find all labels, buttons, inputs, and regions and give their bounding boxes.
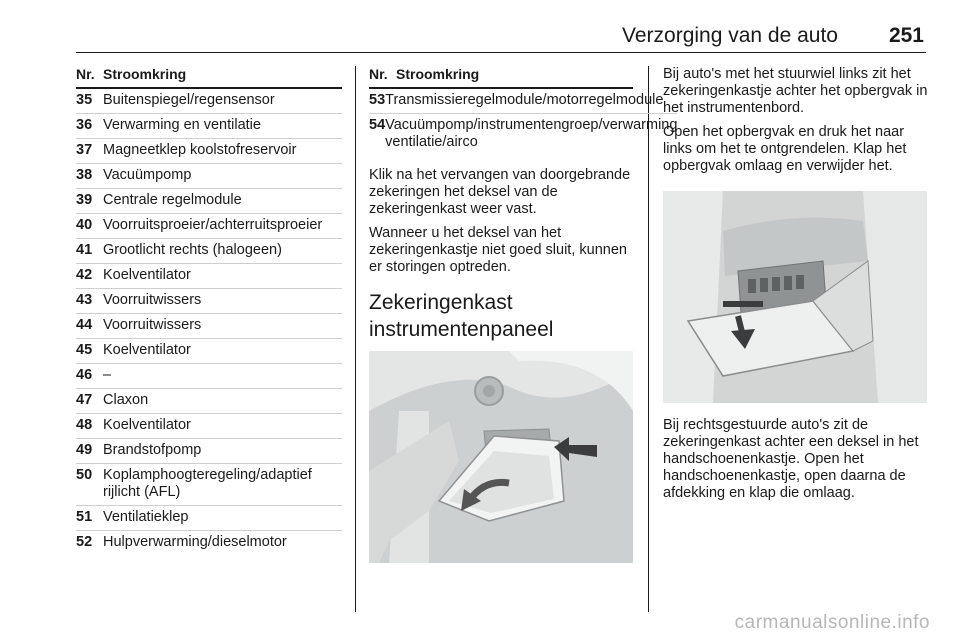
table-row [76, 414, 342, 439]
column-divider [355, 66, 356, 612]
section-title: Verzorging van de auto [622, 24, 838, 47]
fuse-circuit: Claxon [103, 389, 342, 414]
table-row [76, 364, 342, 389]
table-row [76, 264, 342, 289]
fuse-circuit: Buitenspiegel/regensensor [103, 89, 342, 114]
table-row [76, 531, 342, 556]
fuse-number: 38 [76, 164, 103, 189]
fuse-number: 50 [76, 464, 103, 506]
table-row [76, 439, 342, 464]
paragraph: Bij rechtsgestuurde auto's zit de zekeringenkast achter een deksel in het handschoenenkastje. Open het handschoenenkastje, open daarna de afdekking en klap die omlaag. [663, 417, 919, 501]
fuse-rows [76, 89, 342, 555]
fuse-circuit: – [103, 364, 342, 389]
fuse-number: 39 [76, 189, 103, 214]
glovebox-fusebox-illustration [663, 191, 927, 403]
table-row [76, 506, 342, 531]
table-row [369, 89, 677, 114]
fuse-circuit: Voorruitwissers [103, 314, 342, 339]
col-header-circuit: Stroomkring [396, 66, 480, 82]
fuse-number: 48 [76, 414, 103, 439]
fuse-circuit: Transmissieregelmodule/motorregelmodule [385, 89, 677, 114]
col-header-nr: Nr. [369, 66, 388, 82]
fuse-circuit: Voorruitsproeier/achterruitsproeier [103, 214, 342, 239]
table-row [76, 389, 342, 414]
fuse-circuit: Vacuümpomp/instrumentengroep/verwarming ventilatie/airco [385, 117, 678, 150]
fuse-number: 49 [76, 439, 103, 464]
fuse-number: 44 [76, 314, 103, 339]
fuse-circuit: Brandstofpomp [103, 439, 342, 464]
fuse-circuit: Koplamphoogteregeling/adaptief rijlicht (AFL) [103, 464, 342, 506]
table-row [76, 164, 342, 189]
fuse-circuit: Voorruitwissers [103, 289, 342, 314]
watermark: carmanualsonline.info [734, 612, 930, 633]
table-row [76, 464, 342, 506]
table-row [76, 214, 342, 239]
fuse-number: 53 [369, 89, 385, 114]
fuse-table-header [76, 66, 342, 89]
fuse-circuit: Grootlicht rechts (halogeen) [103, 239, 342, 264]
page-header [76, 24, 926, 53]
fuse-number: 52 [76, 534, 93, 550]
paragraph: Open het opbergvak en druk het naar links om het te ontgrendelen. Klap het opbergvak omlaag en verwijder het. [663, 124, 907, 174]
fuse-number: 47 [76, 389, 103, 414]
fuse-circuit: Vacuümpomp [103, 164, 342, 189]
table-row [76, 139, 342, 164]
fuse-circuit: Koelventilator [103, 264, 342, 289]
table-row [76, 114, 342, 139]
fuse-number: 36 [76, 114, 103, 139]
fuse-circuit: Hulpverwarming/dieselmotor [103, 534, 287, 550]
fuse-circuit: Koelventilator [103, 339, 342, 364]
column-middle [369, 66, 678, 563]
table-row [76, 339, 342, 364]
table-row [76, 289, 342, 314]
fuse-number: 46 [76, 364, 103, 389]
fuse-circuit: Centrale regelmodule [103, 189, 342, 214]
dashboard-fusebox-illustration [369, 351, 633, 563]
fuse-number: 40 [76, 214, 103, 239]
fuse-number: 35 [76, 89, 103, 114]
paragraph: Bij auto's met het stuurwiel links zit het zekeringenkastje achter het opbergvak in het instrumentenbord. [663, 66, 928, 116]
section-heading: Zekeringenkast instrumentenpaneel [369, 291, 554, 341]
fuse-number: 45 [76, 339, 103, 364]
table-row [369, 114, 677, 156]
page-number: 251 [888, 24, 924, 47]
col-header-circuit: Stroomkring [103, 66, 187, 82]
table-row [76, 314, 342, 339]
fuse-circuit: Verwarming en ventilatie [103, 114, 342, 139]
paragraph: Klik na het vervangen van doorgebrande zekeringen het deksel van de zekeringenkast weer vast. [369, 167, 631, 217]
table-row [76, 89, 342, 114]
fuse-number: 37 [76, 139, 103, 164]
fuse-table-header [369, 66, 633, 89]
fuse-number: 42 [76, 264, 103, 289]
fuse-circuit: Ventilatieklep [103, 506, 342, 531]
col-header-nr: Nr. [76, 66, 95, 82]
paragraph: Wanneer u het deksel van het zekeringenkastje niet goed sluit, kunnen er storingen optreden. [369, 225, 627, 275]
fuse-circuit: Koelventilator [103, 414, 342, 439]
fuse-number: 51 [76, 506, 103, 531]
fuse-table-left [76, 66, 342, 555]
column-right [663, 66, 929, 509]
fuse-rows [369, 89, 677, 155]
fuse-number: 41 [76, 239, 103, 264]
table-row [76, 239, 342, 264]
table-row [76, 189, 342, 214]
fuse-number: 43 [76, 289, 103, 314]
fuse-circuit: Magneetklep koolstofreservoir [103, 139, 342, 164]
fuse-number: 54 [369, 117, 386, 133]
